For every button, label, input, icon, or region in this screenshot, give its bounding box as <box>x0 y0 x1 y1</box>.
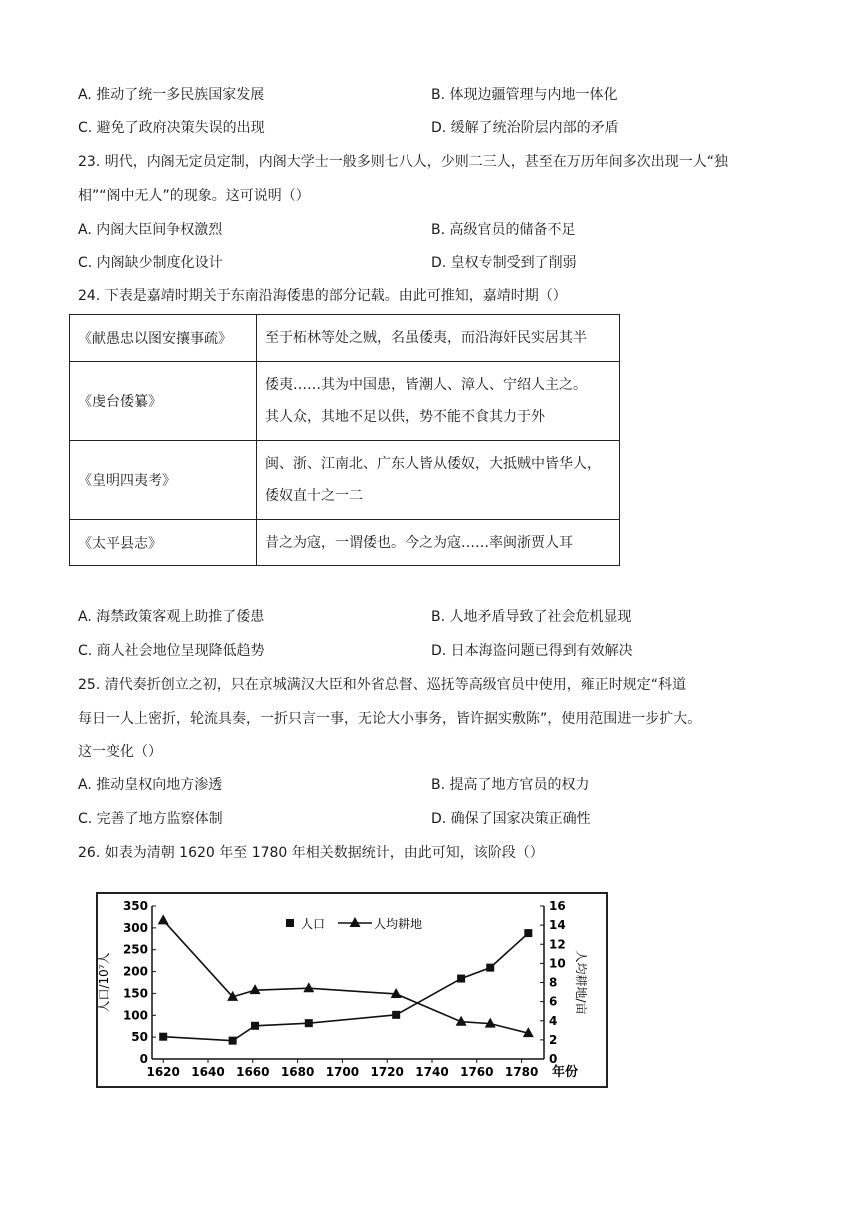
q23-option-d[interactable]: D. 皇权专制受到了削弱 <box>431 255 577 271</box>
table-content-line: 闽、浙、江南北、广东人皆从倭奴，大抵贼中皆华人， <box>265 456 601 472</box>
table-row <box>70 520 620 566</box>
population-point <box>229 1037 237 1045</box>
y-right-tick-label: 4 <box>549 1013 558 1028</box>
y-left-tick-label: 350 <box>122 899 148 913</box>
y-right-tick-label: 2 <box>549 1032 558 1047</box>
y-right-axis-label: 人均耕地/亩 <box>574 950 588 1015</box>
table-content-cell <box>257 315 620 362</box>
q25-option-a[interactable]: A. 推动皇权向地方渗透 <box>78 777 223 793</box>
y-right-tick-label: 8 <box>549 975 558 990</box>
y-left-axis-label: 人口/10⁷人 <box>97 952 111 1013</box>
y-left-tick-label: 100 <box>122 1008 148 1023</box>
farmland-point <box>250 984 261 994</box>
table-content-line: 倭夷……其为中国患，皆潮人、漳人、宁绍人主之。 <box>265 377 587 393</box>
population-point <box>486 964 494 972</box>
table-content-line: 昔之为寇，一谓倭也。今之为寇……率闽浙贾人耳 <box>265 534 573 551</box>
table-source-cell: 《虔台倭纂》 <box>70 362 257 441</box>
q25-option-b[interactable]: B. 提高了地方官员的权力 <box>431 777 590 793</box>
table-content-cell <box>257 362 620 441</box>
x-tick-label: 1640 <box>191 1065 225 1079</box>
population-point <box>159 1033 167 1041</box>
farmland-point <box>303 982 314 992</box>
q25-option-c[interactable]: C. 完善了地方监察体制 <box>78 811 223 827</box>
q24-option-a[interactable]: A. 海禁政策客观上助推了倭患 <box>78 609 265 625</box>
table-source-cell: 《皇明四夷考》 <box>70 441 257 520</box>
q25-stem-line1: 25. 清代奏折创立之初，只在京城满汉大臣和外省总督、巡抚等高级官员中使用，雍正时规定“科道 <box>78 677 686 693</box>
q25-stem-line2: 每日一人上密折，轮流具奏，一折只言一事，无论大小事务，皆许据实敷陈”，使用范围进一步扩大。 <box>78 711 702 727</box>
q24-option-c[interactable]: C. 商人社会地位呈现降低趋势 <box>78 643 265 659</box>
legend-farmland-label: 人均耕地 <box>374 917 423 931</box>
table-content-cell <box>257 441 620 520</box>
y-left-tick-label: 250 <box>122 942 148 957</box>
q23-option-a[interactable]: A. 内阁大臣间争权激烈 <box>78 222 223 238</box>
population-line <box>163 933 528 1041</box>
population-point <box>524 929 532 937</box>
chart-frame <box>97 893 607 1087</box>
q25-option-d[interactable]: D. 确保了国家决策正确性 <box>431 811 591 827</box>
table-row <box>70 315 620 362</box>
y-right-tick-label: 0 <box>549 1052 558 1066</box>
legend-triangle-marker <box>350 917 361 927</box>
q23-option-c[interactable]: C. 内阁缺少制度化设计 <box>78 255 223 271</box>
q23-stem-line2: 相”“阁中无人”的现象。这可说明（） <box>78 188 310 204</box>
q22-option-a[interactable]: A. 推动了统一多民族国家发展 <box>78 87 265 103</box>
table-source-cell: 《太平县志》 <box>70 520 257 566</box>
q26-stem: 26. 如表为清朝 1620 年至 1780 年相关数据统计，由此可知，该阶段（） <box>78 845 544 861</box>
table-content-line: 至于柘林等处之贼，名虽倭夷，而沿海奸民实居其半 <box>265 330 587 346</box>
y-right-tick-label: 12 <box>549 937 566 952</box>
y-left-tick-label: 200 <box>122 964 148 979</box>
legend-population-label: 人口 <box>301 917 326 931</box>
table-content-line: 其人众，其地不足以供，势不能不食其力于外 <box>265 409 545 425</box>
table-content-line: 倭奴直十之一二 <box>265 488 363 504</box>
population-farmland-chart <box>96 892 608 1088</box>
population-point <box>305 1019 313 1027</box>
x-tick-label: 1720 <box>370 1065 404 1079</box>
q24-option-d[interactable]: D. 日本海盗问题已得到有效解决 <box>431 643 633 659</box>
q22-option-c[interactable]: C. 避免了政府决策失误的出现 <box>78 120 265 136</box>
q22-option-b[interactable]: B. 体现边疆管理与内地一体化 <box>431 87 618 103</box>
x-tick-label: 1660 <box>236 1065 270 1079</box>
x-tick-label: 1700 <box>325 1065 360 1079</box>
y-left-tick-label: 50 <box>131 1030 148 1045</box>
table-row <box>70 362 620 441</box>
y-left-tick-label: 0 <box>139 1052 148 1066</box>
x-tick-label: 1780 <box>504 1065 539 1079</box>
q24-source-table <box>69 314 620 566</box>
x-tick-label: 1740 <box>415 1065 449 1079</box>
y-right-tick-label: 16 <box>549 899 566 913</box>
q25-stem-line3: 这一变化（） <box>78 744 162 760</box>
y-right-tick-label: 14 <box>549 918 566 933</box>
population-point <box>392 1011 400 1019</box>
table-source-cell: 《献愚忠以图安攘事疏》 <box>70 315 257 362</box>
y-right-tick-label: 6 <box>549 994 558 1009</box>
x-tick-label: 1680 <box>280 1065 315 1079</box>
x-tick-label: 1760 <box>460 1065 494 1079</box>
y-left-tick-label: 150 <box>122 986 148 1001</box>
legend-square-marker <box>286 919 294 927</box>
q24-stem: 24. 下表是嘉靖时期关于东南沿海倭患的部分记载。由此可推知，嘉靖时期（） <box>78 288 567 304</box>
x-tick-label: 1620 <box>146 1065 180 1079</box>
population-point <box>251 1022 259 1030</box>
y-left-tick-label: 300 <box>122 920 148 935</box>
x-axis-label: 年份 <box>552 1065 579 1080</box>
q22-option-d[interactable]: D. 缓解了统治阶层内部的矛盾 <box>431 120 619 136</box>
q23-option-b[interactable]: B. 高级官员的储备不足 <box>431 222 576 238</box>
farmland-point <box>158 914 169 924</box>
q24-option-b[interactable]: B. 人地矛盾导致了社会危机显现 <box>431 609 632 625</box>
population-point <box>457 975 465 983</box>
table-row <box>70 441 620 520</box>
y-right-tick-label: 10 <box>549 956 566 971</box>
table-content-cell <box>257 520 620 566</box>
farmland-line <box>163 920 528 1033</box>
q23-stem-line1: 23. 明代，内阁无定员定制，内阁大学士一般多则七八人，少则二三人，甚至在万历年间多次出现一人“独 <box>78 154 728 170</box>
